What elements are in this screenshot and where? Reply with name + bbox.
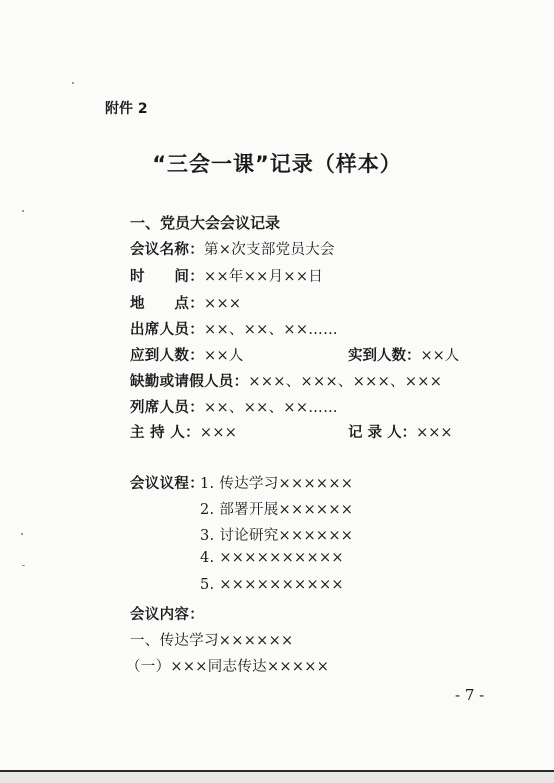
agenda-item: 4. ××××××××××	[200, 550, 344, 566]
scan-speck	[22, 565, 25, 566]
agenda-item: 3. 讨论研究××××××	[200, 528, 354, 544]
host-row	[130, 421, 237, 442]
absent-row	[130, 370, 442, 391]
expected-count-label: 应到人数：	[130, 348, 204, 364]
meeting-name-label: 会议名称：	[130, 242, 204, 258]
time-label: 时 间：	[130, 269, 204, 285]
content-line: （一）×××同志传达×××××	[126, 659, 330, 675]
recorder-label: 记 录 人：	[348, 425, 417, 441]
recorder-value: ×××	[416, 425, 453, 441]
agenda-label-row	[130, 472, 204, 493]
observers-row	[130, 396, 338, 417]
content-label-row	[130, 603, 204, 624]
host-value: ×××	[199, 425, 238, 441]
scan-speck	[21, 533, 23, 535]
place-value: ×××	[204, 296, 242, 312]
attendees-label: 出席人员：	[130, 322, 204, 338]
host-label: 主 持 人：	[130, 425, 200, 441]
content-line: 一、传达学习××××××	[130, 633, 294, 649]
agenda-label: 会议议程：	[130, 476, 204, 492]
meeting-name-row	[130, 238, 335, 259]
observers-value: ××、××、××……	[204, 400, 338, 416]
absent-value: ×××、×××、×××、×××	[248, 374, 443, 390]
page-number: - 7 -	[455, 686, 485, 704]
scan-speck	[72, 82, 74, 84]
agenda-item: 1. 传达学习××××××	[200, 476, 354, 492]
agenda-item: 5. ××××××××××	[200, 577, 344, 593]
scan-speck	[22, 210, 24, 212]
attendees-value: ××、××、××……	[204, 322, 338, 338]
absent-label: 缺勤或请假人员：	[130, 374, 249, 390]
recorder	[348, 421, 453, 442]
scan-bottom-edge	[0, 770, 554, 783]
time-row	[130, 265, 323, 286]
observers-label: 列席人员：	[130, 400, 204, 416]
place-label: 地 点：	[130, 296, 204, 312]
expected-count-value: ××人	[204, 348, 244, 364]
actual-count-label: 实到人数：	[348, 348, 421, 364]
actual-count	[348, 344, 459, 365]
attendees-row	[130, 318, 338, 339]
attachment-label: 附件 2	[105, 101, 148, 117]
place-row	[130, 292, 241, 313]
content-label: 会议内容：	[130, 607, 204, 623]
agenda-item: 2. 部署开展××××××	[200, 502, 354, 518]
meeting-name-value: 第×次支部党员大会	[204, 242, 335, 258]
time-value: ××年××月××日	[204, 269, 324, 285]
section-heading: 一、党员大会会议记录	[130, 214, 281, 232]
actual-count-value: ××人	[420, 348, 460, 364]
document-title: “三会一课”记录（样本）	[152, 152, 402, 176]
